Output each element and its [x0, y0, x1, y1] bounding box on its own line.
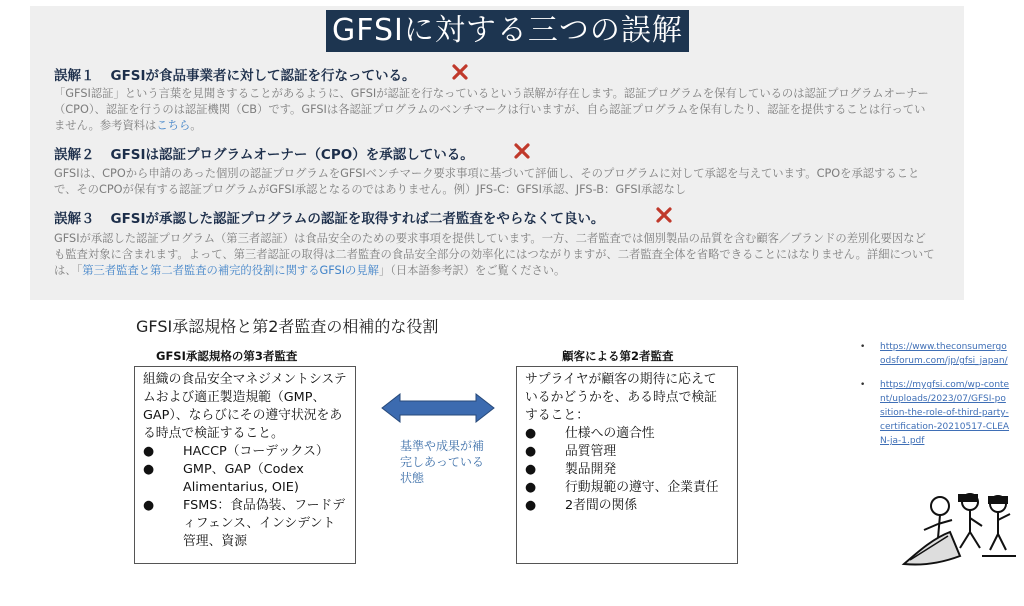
reference-list — [860, 340, 1010, 458]
right-box-title: 顧客による第2者監査 — [562, 349, 674, 363]
second-party-audit-box — [516, 366, 738, 564]
box-intro: 組織の食品安全マネジメントシステムおよび適正製造規範（GMP、GAP）、ならびにその遵守状況をある時点で検証すること。 — [143, 372, 347, 441]
list-item: ● FSMS：食品偽装、フードディフェンス、インシデント管理、資源 — [143, 498, 346, 549]
left-box-title: GFSI承認規格の第3者監査 — [156, 349, 298, 363]
list-item: ● HACCP（コーデックス） — [143, 444, 329, 459]
cartoon-illustration — [900, 490, 1018, 570]
list-item: • https://www.theconsumergoodsforum.com/jp/gfsi_japan/ — [860, 340, 1010, 368]
list-item: ● 行動規範の遵守、企業責任 — [525, 480, 719, 495]
list-item: ● 2者間の関係 — [525, 498, 638, 513]
center-caption: 基準や成果が補完しあっている状態 — [400, 439, 485, 485]
x-mark-icon — [655, 206, 673, 224]
list-item: ● 仕様への適合性 — [525, 426, 655, 441]
misconception-number: 誤解３ — [54, 211, 95, 227]
x-mark-icon — [513, 142, 531, 160]
x-mark-icon — [451, 63, 469, 81]
misconception-1-heading — [54, 64, 416, 84]
list-item: ● GMP、GAP（Codex Alimentarius, OIE) — [143, 462, 304, 495]
page-title: GFSIに対する三つの誤解 — [326, 10, 689, 52]
third-party-audit-box — [134, 366, 356, 564]
misconception-title: GFSIは認証プログラムオーナー（CPO）を承認している。 — [110, 147, 474, 163]
misconception-number: 誤解２ — [54, 147, 95, 163]
misconception-number: 誤解１ — [54, 68, 95, 84]
list-item: ● 製品開発 — [525, 462, 617, 477]
misconception-2-body: GFSIは、CPOから申請のあった個別の認証プログラムをGFSIベンチマーク要求事項に基づいて評価し、そのプログラムに対して承認を与えています。CPOを承認することで、そのCPOが保有する認証プログラムがGFSI承認となるのではありません。例）JFS-C：GFSI承認、JFS-B：GFSI承認なし — [54, 167, 920, 196]
misconception-2-heading — [54, 143, 474, 163]
box-intro: サプライヤが顧客の期待に応えているかどうかを、ある時点で検証すること： — [525, 372, 717, 423]
list-item: • https://mygfsi.com/wp-content/uploads/2023/07/GFSI-position-the-role-of-third-party-certification-20210517-CLEAN-ja-1.pdf — [860, 380, 1010, 446]
misconception-title: GFSIが食品事業者に対して認証を行なっている。 — [110, 68, 416, 84]
gfsi-position-link[interactable]: 第三者監査と第二者監査の補完的役割に関するGFSIの見解 — [82, 264, 379, 277]
misconception-3-heading — [54, 207, 604, 227]
misconception-1-body: 「GFSI認証」という言葉を見聞きすることがあるように、GFSIが認証を行なっているという誤解が存在します。認証プログラムを保有しているのは認証プログラムオーナー（CPO）、認証を行うのは認証機関（CB）です。GFSIは各認証プログラムのベンチマークは行いますが、自ら認証プログラムを保有したり、認証を提供することは行っていません。参考資料はこちら。 — [54, 87, 929, 132]
double-arrow-icon — [380, 392, 496, 424]
reference-link-1[interactable]: https://www.theconsumergoodsforum.com/jp/gfsi_japan/ — [880, 342, 1008, 366]
misconception-3-body: GFSIが承認した認証プログラム（第三者認証）は食品安全のための要求事項を提供しています。一方、二者監査では個別製品の品質を含む顧客／ブランドの差別化要因なども監査対象に含まれます。よって、第三者認証の取得は二者監査の食品安全部分の効率化にはつながりますが、二者監査全体を省略できることにはなりません。詳細については、「第三者監査と第二者監査の補完的役割に関するGFSIの見解」（日本語参考訳）をご覧ください。 — [54, 232, 935, 277]
reference-link-2[interactable]: https://mygfsi.com/wp-content/uploads/2023/07/GFSI-position-the-role-of-third-party-certification-20210517-CLEAN-ja-1.pdf — [880, 380, 1010, 446]
misconception-title: GFSIが承認した認証プログラムの認証を取得すれば二者監査をやらなくて良い。 — [110, 211, 605, 227]
list-item: ● 品質管理 — [525, 444, 617, 459]
reference-link[interactable]: こちら — [156, 119, 191, 132]
section-title: GFSI承認規格と第2者監査の相補的な役割 — [136, 317, 439, 336]
